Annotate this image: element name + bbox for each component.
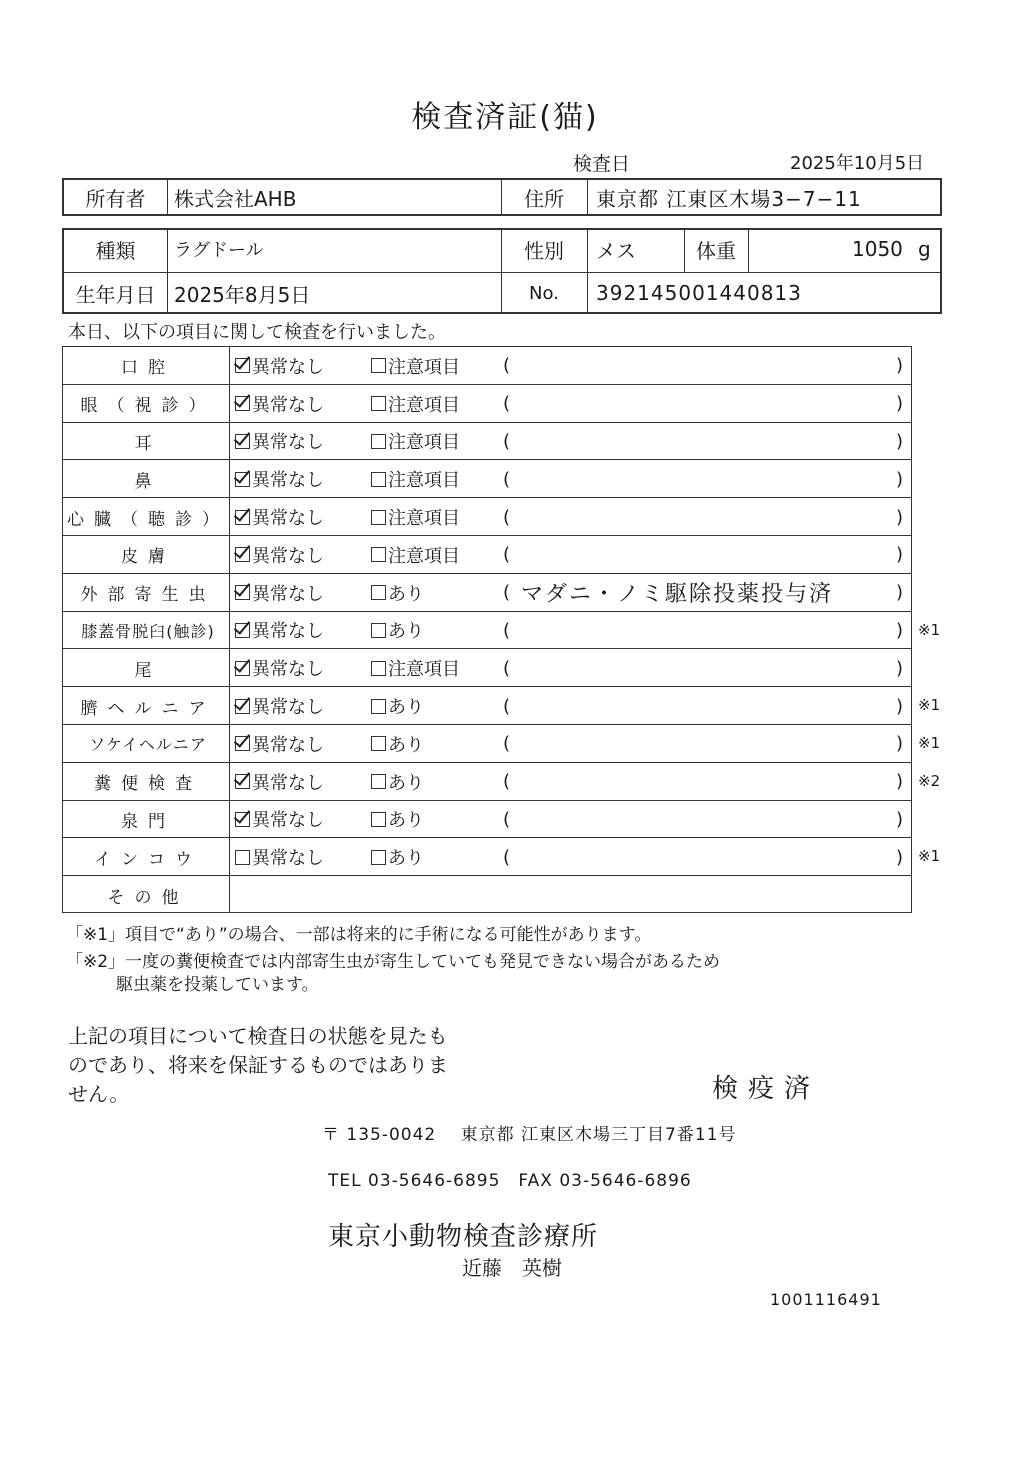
normal-option-label: 異常なし — [252, 356, 324, 378]
finding-option-label: あり — [388, 772, 424, 794]
open-paren: ( — [503, 544, 511, 566]
checklist-row — [63, 423, 911, 461]
checklist-row — [63, 687, 911, 725]
close-paren: ) — [895, 619, 903, 641]
checklist-row — [63, 838, 911, 876]
item-note — [521, 536, 893, 574]
sex-value: メス — [596, 238, 636, 263]
item-note — [521, 347, 893, 385]
checklist-row — [63, 498, 911, 536]
checklist-row — [63, 801, 911, 839]
checklist-row — [63, 763, 911, 801]
normal-option-label: 異常なし — [252, 545, 324, 567]
no-label: No. — [529, 282, 559, 304]
reference-mark: ※1 — [918, 847, 941, 866]
finding-checkbox[interactable] — [371, 396, 386, 411]
finding-checkbox[interactable] — [371, 736, 386, 751]
normal-option-label: 異常なし — [252, 583, 324, 605]
finding-checkbox[interactable] — [371, 472, 386, 487]
finding-option-label: あり — [388, 697, 424, 719]
checklist-row — [63, 612, 911, 650]
item-note — [521, 460, 893, 498]
close-paren: ) — [895, 393, 903, 415]
normal-checkbox[interactable] — [235, 661, 250, 676]
normal-checkbox[interactable] — [235, 434, 250, 449]
normal-checkbox[interactable] — [235, 774, 250, 789]
open-paren: ( — [503, 468, 511, 490]
dob-label: 生年月日 — [75, 282, 156, 307]
finding-option-label: あり — [388, 734, 424, 756]
item-note — [521, 763, 893, 801]
inspection-date: 2025年10月5日 — [790, 153, 925, 174]
open-paren: ( — [503, 695, 511, 717]
microchip-number: 392145001440813 — [596, 281, 802, 305]
address-label: 住所 — [524, 186, 564, 211]
normal-checkbox[interactable] — [235, 623, 250, 638]
finding-checkbox[interactable] — [371, 850, 386, 865]
normal-option-label: 異常なし — [252, 508, 324, 530]
item-note — [521, 801, 893, 839]
normal-option-label: 異常なし — [252, 470, 324, 492]
close-paren: ) — [895, 808, 903, 830]
checklist-row — [63, 385, 911, 423]
normal-option-label: 異常なし — [252, 772, 324, 794]
breed-value: ラグドール — [174, 240, 264, 261]
veterinarian-name: 近藤 英樹 — [462, 1256, 562, 1280]
dob-value: 2025年8月5日 — [174, 282, 311, 307]
close-paren: ) — [895, 771, 903, 793]
finding-checkbox[interactable] — [371, 547, 386, 562]
clinic-name: 東京小動物検査診療所 — [328, 1222, 599, 1252]
item-label: ソケイヘルニア — [89, 735, 207, 755]
open-paren: ( — [503, 582, 511, 604]
item-label: 鼻 — [134, 471, 162, 492]
normal-checkbox[interactable] — [235, 358, 250, 373]
item-label: 臍ヘルニア — [80, 698, 216, 719]
document-title: 検査済証(猫) — [411, 100, 599, 135]
item-label: 泉門 — [121, 811, 175, 832]
finding-checkbox[interactable] — [371, 510, 386, 525]
close-paren: ) — [895, 733, 903, 755]
sex-label: 性別 — [524, 238, 564, 263]
checklist-row — [63, 725, 911, 763]
finding-option-label: 注意項目 — [388, 394, 460, 416]
document-serial: 1001116491 — [770, 1290, 882, 1309]
normal-checkbox[interactable] — [235, 396, 250, 411]
close-paren: ) — [895, 544, 903, 566]
open-paren: ( — [503, 846, 511, 868]
item-label: 糞便検査 — [94, 774, 202, 795]
breed-label: 種類 — [95, 238, 136, 263]
close-paren: ) — [895, 506, 903, 528]
finding-option-label: あり — [388, 621, 424, 643]
normal-checkbox[interactable] — [235, 472, 250, 487]
item-note — [521, 725, 893, 763]
item-label: 心臓（聴診） — [67, 509, 229, 530]
finding-option-label: あり — [388, 583, 424, 605]
finding-checkbox[interactable] — [371, 585, 386, 600]
checklist-row — [63, 649, 911, 687]
item-note — [521, 649, 893, 687]
normal-option-label: 異常なし — [252, 734, 324, 756]
reference-mark: ※1 — [918, 620, 941, 639]
normal-checkbox[interactable] — [235, 736, 250, 751]
clinic-address: 〒 135-0042 東京都 江東区木場三丁目7番11号 — [322, 1125, 737, 1145]
normal-option-label: 異常なし — [252, 810, 324, 832]
inspection-date-label: 検査日 — [573, 153, 631, 175]
footnote-2-continued: 駆虫薬を投薬しています。 — [116, 975, 319, 995]
close-paren: ) — [895, 468, 903, 490]
open-paren: ( — [503, 393, 511, 415]
disclaimer: 上記の項目について検査日の状態を見たものであり、将来を保証するものではありません。 — [68, 1024, 448, 1106]
owner-address: 東京都 江東区木場3−7−11 — [596, 186, 862, 211]
item-label: 眼（視診） — [80, 396, 216, 417]
close-paren: ) — [895, 657, 903, 679]
normal-checkbox[interactable] — [235, 510, 250, 525]
item-label: 耳 — [134, 433, 162, 454]
close-paren: ) — [895, 582, 903, 604]
normal-option-label: 異常なし — [252, 394, 324, 416]
open-paren: ( — [503, 808, 511, 830]
finding-option-label: 注意項目 — [388, 432, 460, 454]
checklist-row — [63, 536, 911, 574]
finding-option-label: 注意項目 — [388, 659, 460, 681]
normal-checkbox[interactable] — [235, 812, 250, 827]
finding-checkbox[interactable] — [371, 774, 386, 789]
checklist-row — [63, 460, 911, 498]
finding-checkbox[interactable] — [371, 434, 386, 449]
item-note — [521, 423, 893, 461]
normal-checkbox[interactable] — [235, 547, 250, 562]
reference-mark: ※1 — [918, 696, 941, 715]
checklist-row — [63, 574, 911, 612]
footnote-1: 「※1」項目で“あり”の場合、一部は将来的に手術になる可能性があります。 — [66, 925, 652, 945]
item-note — [521, 687, 893, 725]
weight-unit: g — [918, 237, 931, 261]
finding-checkbox[interactable] — [371, 661, 386, 676]
close-paren: ) — [895, 355, 903, 377]
normal-option-label: 異常なし — [252, 697, 324, 719]
weight-value: 1050 — [852, 237, 903, 261]
quarantine-stamp: 検疫済 — [712, 1074, 821, 1104]
item-label: 膝蓋骨脱臼(触診) — [81, 621, 215, 641]
item-label: インコウ — [94, 849, 202, 870]
item-label: 尾 — [134, 660, 162, 681]
normal-checkbox[interactable] — [235, 585, 250, 600]
close-paren: ) — [895, 846, 903, 868]
footnote-2: 「※2」一度の糞便検査では内部寄生虫が寄生していても発見できない場合があるため — [66, 952, 721, 972]
finding-option-label: あり — [388, 810, 424, 832]
open-paren: ( — [503, 619, 511, 641]
item-note — [521, 838, 893, 876]
normal-option-label: 異常なし — [252, 432, 324, 454]
open-paren: ( — [503, 506, 511, 528]
finding-checkbox[interactable] — [371, 699, 386, 714]
owner-name: 株式会社AHB — [174, 186, 297, 211]
item-label: 口腔 — [121, 358, 175, 379]
checklist-row — [63, 347, 911, 385]
item-label: 外部寄生虫 — [80, 585, 216, 606]
item-note — [521, 498, 893, 536]
intro-text: 本日、以下の項目に関して検査を行いました。 — [68, 322, 446, 343]
item-note: マダニ・ノミ駆除投薬投与済 — [521, 582, 834, 608]
finding-option-label: あり — [388, 848, 424, 870]
owner-table — [62, 178, 942, 216]
weight-label: 体重 — [696, 238, 736, 263]
close-paren: ) — [895, 430, 903, 452]
normal-checkbox[interactable] — [235, 699, 250, 714]
normal-option-label: 異常なし — [252, 659, 324, 681]
open-paren: ( — [503, 657, 511, 679]
finding-option-label: 注意項目 — [388, 508, 460, 530]
open-paren: ( — [503, 771, 511, 793]
animal-table — [62, 228, 942, 314]
checklist-row — [63, 876, 911, 914]
normal-option-label: 異常なし — [252, 621, 324, 643]
item-label: その他 — [107, 887, 189, 908]
clinic-phone-fax: TEL 03-5646-6895 FAX 03-5646-6896 — [328, 1171, 692, 1191]
owner-label: 所有者 — [85, 186, 146, 211]
checklist-table — [62, 346, 912, 913]
finding-option-label: 注意項目 — [388, 545, 460, 567]
finding-checkbox[interactable] — [371, 358, 386, 373]
reference-mark: ※1 — [918, 734, 941, 752]
finding-option-label: 注意項目 — [388, 356, 460, 378]
finding-checkbox[interactable] — [371, 812, 386, 827]
open-paren: ( — [503, 733, 511, 755]
normal-checkbox[interactable] — [235, 850, 250, 865]
reference-mark: ※2 — [918, 771, 941, 790]
item-note — [521, 385, 893, 423]
open-paren: ( — [503, 430, 511, 452]
close-paren: ) — [895, 695, 903, 717]
item-label: 皮膚 — [121, 547, 175, 568]
finding-option-label: 注意項目 — [388, 470, 460, 492]
item-note — [521, 612, 893, 650]
normal-option-label: 異常なし — [252, 848, 324, 870]
open-paren: ( — [503, 355, 511, 377]
finding-checkbox[interactable] — [371, 623, 386, 638]
